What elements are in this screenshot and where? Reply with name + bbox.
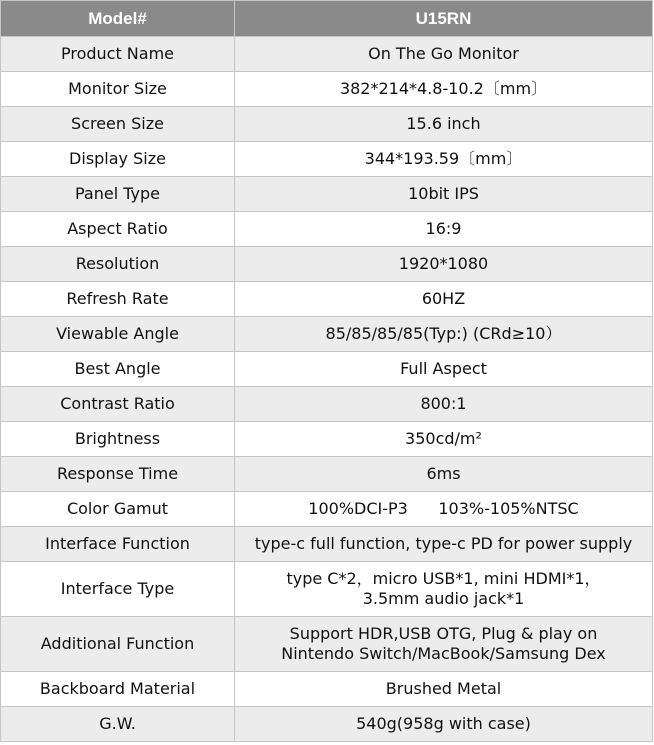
spec-row	[1, 562, 653, 617]
spec-row	[1, 317, 653, 352]
spec-value: type-c full function, type-c PD for power supply	[235, 527, 653, 562]
spec-value: 60HZ	[235, 282, 653, 317]
spec-value: Brushed Metal	[235, 672, 653, 707]
spec-row	[1, 352, 653, 387]
spec-label: Color Gamut	[1, 492, 235, 527]
spec-value: 344*193.59〔mm〕	[235, 142, 653, 177]
spec-value: Full Aspect	[235, 352, 653, 387]
spec-value: type C*2，micro USB*1, mini HDMI*1， 3.5mm audio jack*1	[235, 562, 653, 617]
spec-label: Response Time	[1, 457, 235, 492]
spec-value: 10bit IPS	[235, 177, 653, 212]
spec-row	[1, 177, 653, 212]
header-model-value: U15RN	[235, 1, 653, 37]
spec-value: 100%DCI-P3 103%-105%NTSC	[235, 492, 653, 527]
spec-row	[1, 457, 653, 492]
spec-label: Screen Size	[1, 107, 235, 142]
spec-label: Panel Type	[1, 177, 235, 212]
spec-row	[1, 282, 653, 317]
spec-label: Contrast Ratio	[1, 387, 235, 422]
spec-value: 85/85/85/85(Typ:) (CRd≥10）	[235, 317, 653, 352]
spec-row	[1, 707, 653, 742]
spec-value: On The Go Monitor	[235, 37, 653, 72]
spec-label: Viewable Angle	[1, 317, 235, 352]
spec-row	[1, 72, 653, 107]
spec-label: Interface Function	[1, 527, 235, 562]
spec-value: 1920*1080	[235, 247, 653, 282]
spec-label: G.W.	[1, 707, 235, 742]
spec-value: 15.6 inch	[235, 107, 653, 142]
spec-row	[1, 107, 653, 142]
spec-label: Monitor Size	[1, 72, 235, 107]
header-model-label: Model#	[1, 1, 235, 37]
spec-value: 382*214*4.8-10.2〔mm〕	[235, 72, 653, 107]
spec-label: Resolution	[1, 247, 235, 282]
spec-row	[1, 37, 653, 72]
spec-value: Support HDR,USB OTG, Plug & play on Nintendo Switch/MacBook/Samsung Dex	[235, 617, 653, 672]
spec-value: 350cd/m²	[235, 422, 653, 457]
spec-row	[1, 672, 653, 707]
spec-row	[1, 142, 653, 177]
spec-row	[1, 422, 653, 457]
spec-row	[1, 247, 653, 282]
spec-value: 6ms	[235, 457, 653, 492]
spec-value: 16:9	[235, 212, 653, 247]
spec-label: Product Name	[1, 37, 235, 72]
header-row	[1, 1, 653, 37]
spec-label: Refresh Rate	[1, 282, 235, 317]
spec-value: 540g(958g with case)	[235, 707, 653, 742]
spec-label: Additional Function	[1, 617, 235, 672]
spec-row	[1, 492, 653, 527]
spec-row	[1, 527, 653, 562]
spec-label: Backboard Material	[1, 672, 235, 707]
spec-label: Aspect Ratio	[1, 212, 235, 247]
spec-row	[1, 617, 653, 672]
spec-value: 800:1	[235, 387, 653, 422]
spec-label: Best Angle	[1, 352, 235, 387]
spec-label: Display Size	[1, 142, 235, 177]
spec-row	[1, 212, 653, 247]
spec-row	[1, 387, 653, 422]
spec-label: Brightness	[1, 422, 235, 457]
spec-label: Interface Type	[1, 562, 235, 617]
